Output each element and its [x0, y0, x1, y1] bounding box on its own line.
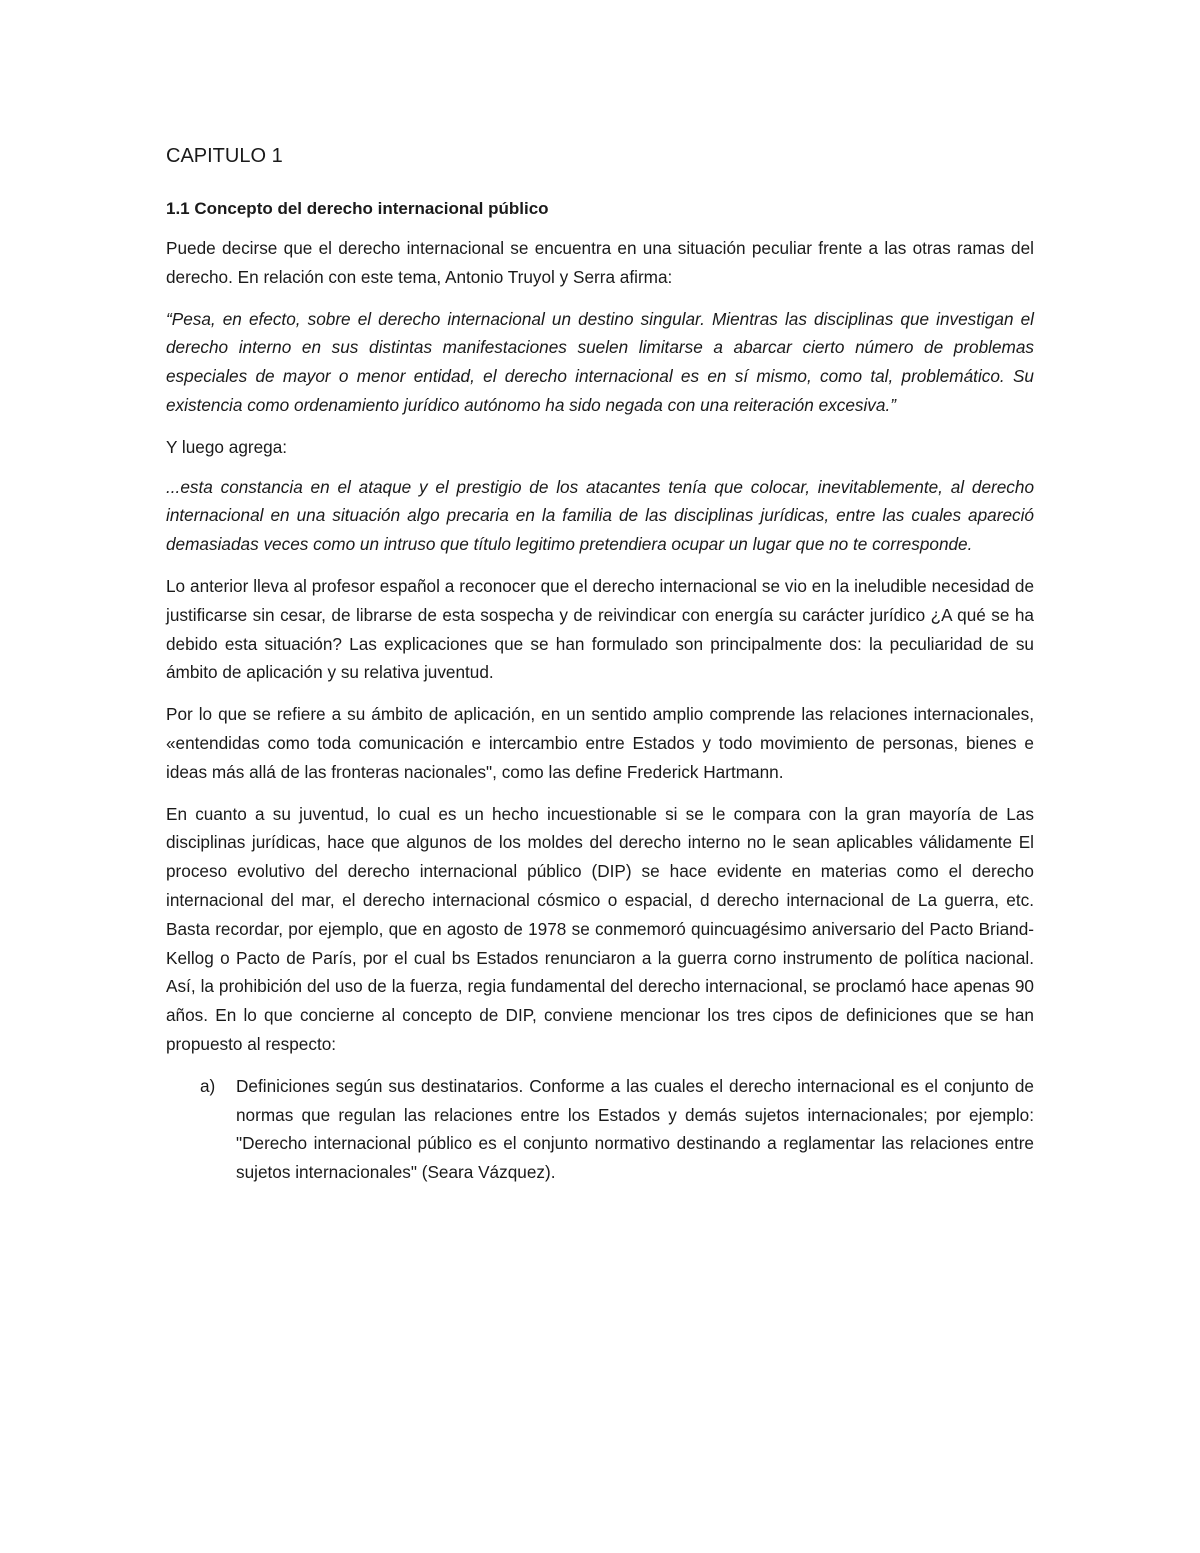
list-marker: a)	[200, 1075, 216, 1096]
definitions-list	[166, 1072, 1034, 1187]
quote-truyol: “Pesa, en efecto, sobre el derecho internacional un destino singular. Mientras las disciplinas que investigan el derecho interno en sus distintas manifestaciones suelen limitarse a abarcar cierto número de problemas especiales de mayor o menor entidad, el derecho internacional es en sí mismo, como tal, problemático. Su existencia como ordenamiento jurídico autónomo ha sido negada con una reiteración excesiva.”	[166, 308, 1034, 415]
list-item	[166, 1072, 1034, 1187]
quote-continuation: ...esta constancia en el ataque y el prestigio de los atacantes tenía que colocar, inevitablemente, al derecho internacional en una situación algo precaria en la familia de las disciplinas jurídicas, entre las cuales apareció demasiadas veces como un intruso que título legitimo pretendiera ocupar un lugar que no te corresponde.	[166, 476, 1034, 555]
paragraph-ambito: Por lo que se refiere a su ámbito de aplicación, en un sentido amplio comprende las relaciones internacionales, «entendidas como toda comunicación e intercambio entre Estados y todo movimiento de personas, bienes e ideas más allá de las fronteras nacionales", como las define Frederick Hartmann.	[166, 704, 1034, 782]
list-item-text: Definiciones según sus destinatarios. Conforme a las cuales el derecho internacional es el conjunto de normas que regulan las relaciones entre los Estados y demás sujetos internacionales; por ejemplo: "Derecho internacional público es el conjunto normativo destinando a reglamentar las relaciones entre sujetos internacionales" (Seara Vázquez).	[236, 1075, 1034, 1183]
section-title: 1.1 Concepto del derecho internacional público	[166, 199, 549, 218]
paragraph-profesor: Lo anterior lleva al profesor español a reconocer que el derecho internacional se vio en la ineludible necesidad de justificarse sin cesar, de librarse de esta sospecha y de reivindicar con energía su carácter jurídico ¿A qué se ha debido esta situación? Las explicaciones que se han formulado son principalmente dos: la peculiaridad de su ámbito de aplicación y su relativa juventud.	[166, 575, 1034, 683]
paragraph-intro: Puede decirse que el derecho internacional se encuentra en una situación peculiar frente a las otras ramas del derecho. En relación con este tema, Antonio Truyol y Serra afirma:	[166, 238, 1034, 287]
document-page	[166, 136, 1034, 1187]
chapter-title: CAPITULO 1	[166, 145, 283, 167]
paragraph-juventud: En cuanto a su juventud, lo cual es un hecho incuestionable si se le compara con la gran mayoría de Las disciplinas jurídicas, hace que algunos de los moldes del derecho interno no le sean aplicables válidamente El proceso evolutivo del derecho internacional público (DIP) se hace evidente en materias como el derecho internacional del mar, el derecho internacional cósmico o espacial, d derecho internacional de La guerra, etc. Basta recordar, por ejemplo, que en agosto de 1978 se conmemoró quincuagésimo aniversario del Pacto Briand-Kellog o Pacto de París, por el cual bs Estados renunciaron a la guerra corno instrumento de política nacional. Así, la prohibición del uso de la fuerza, regia fundamental del derecho internacional, se proclamó hace apenas 90 años. En lo que concierne al concepto de DIP, conviene mencionar los tres cipos de definiciones que se han propuesto al respecto:	[166, 803, 1034, 1054]
paragraph-luego-agrega: Y luego agrega:	[166, 436, 288, 457]
